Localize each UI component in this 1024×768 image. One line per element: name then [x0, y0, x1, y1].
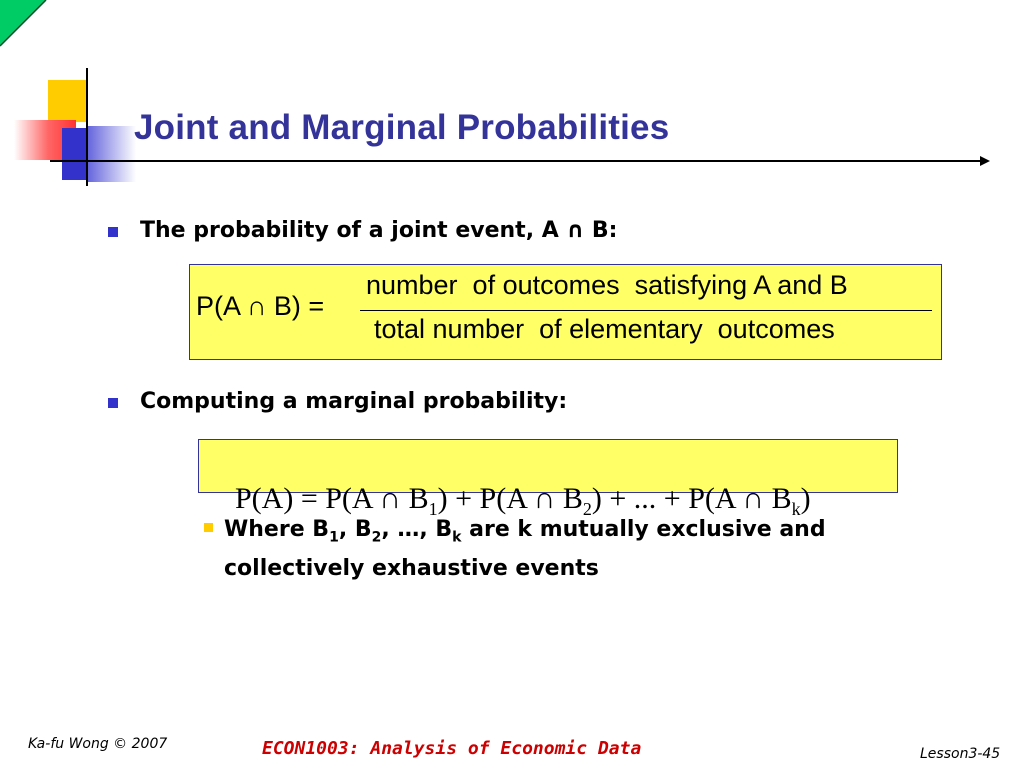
corner-triangle-decoration: [0, 0, 48, 48]
sub-bullet-text: [224, 514, 826, 584]
bullet-marginal-probability: Computing a marginal probability:: [140, 389, 568, 414]
bullet-marker: [108, 227, 118, 237]
logo-vertical-line: [86, 68, 88, 186]
footer-slide-number: Lesson3-45: [920, 746, 1001, 762]
title-underline-arrow: [86, 154, 992, 168]
slide-title: Joint and Marginal Probabilities: [134, 108, 670, 147]
bullet-marker: [108, 398, 118, 408]
sub-bullet-line-1: Where $B_1$, $B_2$, …, $B_k$ are k mutually exclusive and: [224, 517, 826, 546]
fraction-bar: [360, 310, 932, 311]
bullet-joint-event: The probability of a joint event, A ∩ B:: [140, 218, 618, 243]
formula-denominator: total number of elementary outcomes: [374, 314, 835, 344]
marginal-probability-formula-box: [198, 439, 898, 519]
footer-course: ECON1003: Analysis of Economic Data: [262, 738, 642, 759]
formula-numerator: number of outcomes satisfying A and B: [366, 270, 848, 300]
logo-decoration: [0, 60, 150, 190]
formula-lhs: P(A ∩ B) =: [196, 291, 325, 321]
marginal-formula: P(A) = P(A ∩ $B_1) + P(A$ ∩ $B_2$) + ... + P(A ∩ $B_k$): [235, 482, 811, 519]
joint-probability-formula-box: [189, 264, 942, 360]
yellow-block: [48, 80, 88, 122]
sub-bullet-line-2: collectively exhaustive events: [224, 556, 599, 582]
footer-author: Ka-fu Wong © 2007: [28, 736, 168, 752]
sub-bullet-marker: [204, 523, 213, 532]
